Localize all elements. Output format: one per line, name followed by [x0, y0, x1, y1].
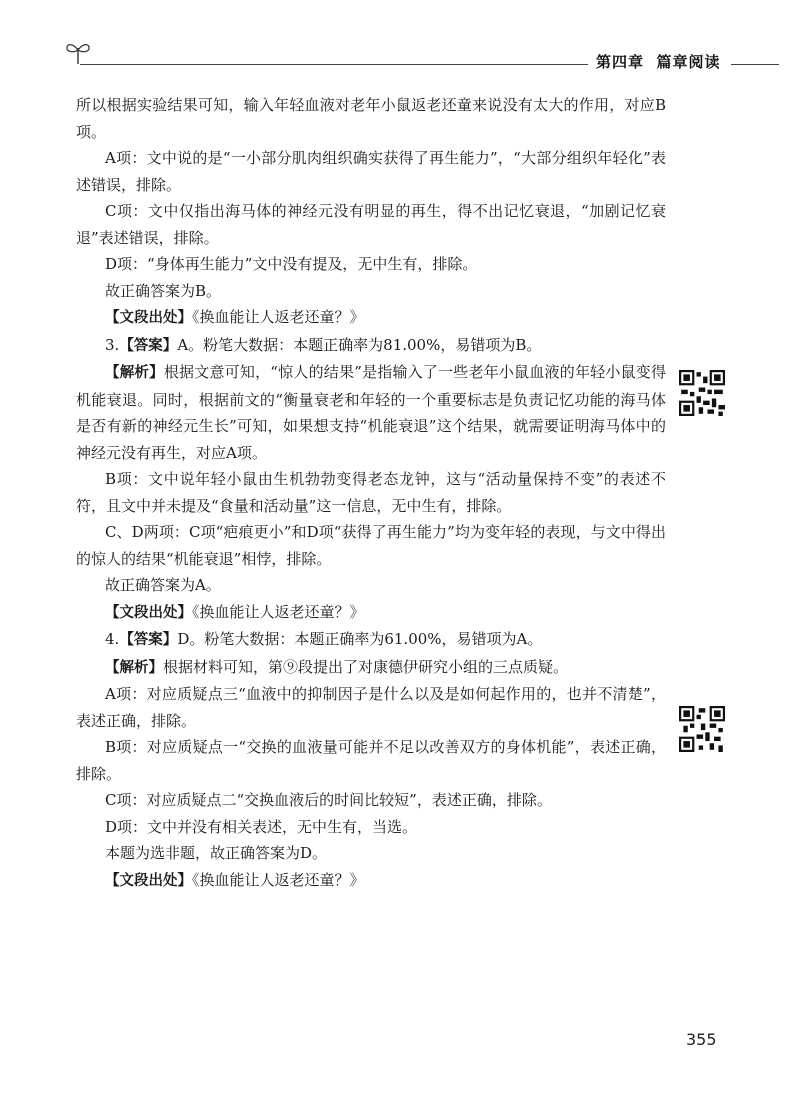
- section-tag: 【文段出处】: [105, 872, 192, 889]
- section-tag: 【答案】: [119, 337, 178, 354]
- paragraph-text: C、D两项：C项“疤痕更小”和D项“获得了再生能力”均为变年轻的表现，与文中得出的惊人的结果“机能衰退”相悖，排除。: [76, 523, 666, 568]
- paragraph-text: 《换血能让人返老还童？》: [192, 602, 365, 621]
- paragraph: [76, 251, 666, 278]
- section-tag: 【文段出处】: [105, 310, 192, 326]
- paragraph-text: 所以根据实验结果可知，输入年轻血液对老年小鼠返老还童来说没有太大的作用，对应B项。: [76, 96, 666, 141]
- paragraph-text: 本题为选非题，故正确答案为D。: [105, 844, 328, 862]
- paragraph-text: D。粉笔大数据：本题正确率为61.00%，易错项为A。: [177, 630, 543, 648]
- paragraph: [76, 278, 666, 305]
- paragraph: [76, 145, 666, 198]
- paragraph-text: B项：文中说年轻小鼠由生机勃勃变得老态龙钟，这与“活动量保持不变”的表述不符，且文中并未提及“食量和活动量”这一信息，无中生有，排除。: [76, 470, 666, 515]
- header-rule-right: [731, 64, 779, 65]
- paragraph-text: B项：对应质疑点一“交换的血液量可能并不足以改善双方的身体机能”，表述正确，排除。: [76, 738, 666, 783]
- section-tag: 【答案】: [119, 632, 178, 648]
- paragraph: [76, 332, 666, 360]
- qr-code-icon[interactable]: [679, 370, 725, 416]
- paragraph: [76, 599, 666, 627]
- question-number: 3.: [105, 335, 120, 354]
- paragraph: [76, 867, 666, 895]
- qr-code-icon[interactable]: [679, 706, 725, 752]
- paragraph: [76, 304, 666, 332]
- section-tag: 【解析】: [105, 659, 163, 676]
- paragraph-text: 《换血能让人返老还童？》: [192, 308, 365, 326]
- paragraph: [76, 626, 666, 654]
- paragraph-text: D项：文中并没有相关表述，无中生有，当选。: [105, 817, 418, 836]
- header-rule: [80, 64, 588, 65]
- paragraph-text: 《换血能让人返老还童？》: [192, 870, 365, 889]
- paragraph: [76, 466, 666, 519]
- paragraph-text: 故正确答案为B。: [105, 281, 222, 300]
- page-number: 355: [686, 1030, 717, 1049]
- paragraph: [76, 92, 666, 145]
- page-header: [0, 0, 800, 80]
- paragraph: [76, 519, 666, 572]
- paragraph-text: C项：对应质疑点二“交换血液后的时间比较短”，表述正确，排除。: [105, 791, 552, 809]
- section-tag: 【解析】: [105, 365, 164, 381]
- body-text: [76, 92, 666, 894]
- paragraph-text: 故正确答案为A。: [105, 576, 221, 594]
- section-tag: 【文段出处】: [105, 604, 192, 621]
- paragraph: [76, 681, 666, 734]
- paragraph-text: A项：文中说的是“一小部分肌肉组织确实获得了再生能力”，“大部分组织年轻化”表述错误，排除。: [76, 149, 666, 194]
- paragraph-text: A项：对应质疑点三“血液中的抑制因子是什么以及是如何起作用的，也并不清楚”，表述正确，排除。: [76, 685, 666, 730]
- section-title: 篇章阅读: [656, 53, 721, 71]
- chapter-title: [596, 51, 720, 72]
- chapter-number: 第四章: [596, 53, 645, 71]
- paragraph: [76, 814, 666, 841]
- paragraph: [76, 840, 666, 867]
- paragraph: [76, 734, 666, 787]
- paragraph: [76, 198, 666, 251]
- paragraph: [76, 572, 666, 599]
- paragraph-text: A。粉笔大数据：本题正确率为81.00%，易错项为B。: [177, 335, 542, 354]
- paragraph: [76, 359, 666, 466]
- paragraph-text: D项：“身体再生能力”文中没有提及，无中生有，排除。: [105, 255, 478, 273]
- question-number: 4.: [105, 630, 120, 648]
- paragraph-text: C项：文中仅指出海马体的神经元没有明显的再生，得不出记忆衰退，“加剧记忆衰退”表述错误，排除。: [76, 202, 666, 247]
- paragraph-text: 根据材料可知，第⑨段提出了对康德伊研究小组的三点质疑。: [163, 657, 569, 676]
- paragraph: [76, 787, 666, 814]
- paragraph: [76, 654, 666, 682]
- paragraph-text: 根据文意可知，“惊人的结果”是指输入了一些老年小鼠血液的年轻小鼠变得机能衰退。同时，根据前文的“衡量衰老和年轻的一个重要标志是负责记忆功能的海马体是否有新的神经元生长”可知，如果想支持“机能衰退”这个结果，就需要证明海马体中的神经元没有再生，对应A项。: [76, 363, 666, 462]
- leaf-ornament-icon: [64, 38, 92, 66]
